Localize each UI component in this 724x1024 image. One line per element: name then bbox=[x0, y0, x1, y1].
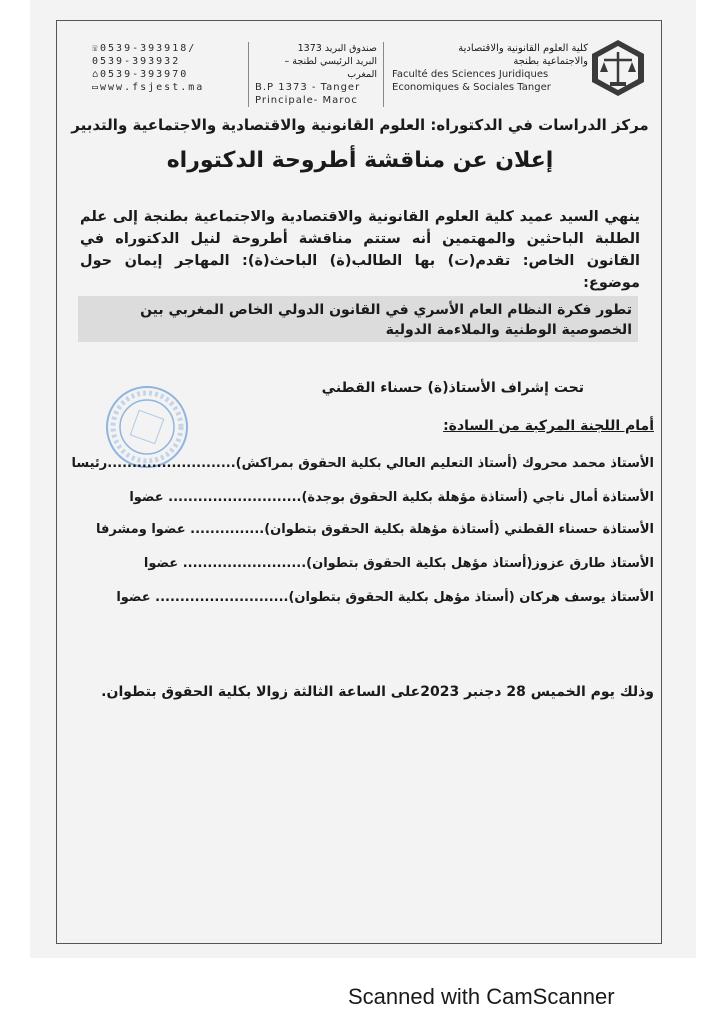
contact-block bbox=[92, 42, 242, 94]
thesis-title: تطور فكرة النظام العام الأسري في القانون الدولي الخاص المغربي بين الخصوصية الوطنية والملاءمة الدولية bbox=[140, 302, 632, 338]
faculty-name-block bbox=[392, 42, 588, 94]
phone-line-1: ☏0539-393918/ bbox=[92, 43, 197, 54]
scanner-watermark: Scanned with CamScanner bbox=[348, 984, 615, 1009]
postal-fr-1: B.P 1373 - Tanger bbox=[255, 82, 361, 93]
faculty-fr-1: Faculté des Sciences Juridiques bbox=[392, 69, 549, 80]
faculty-fr-2: Economiques & Sociales Tanger bbox=[392, 82, 551, 93]
doctoral-center-heading: مركز الدراسات في الدكتوراه: العلوم القانونية والاقتصادية والاجتماعية والتدبير bbox=[71, 116, 649, 134]
committee-heading: أمام اللجنة المركبة من السادة: bbox=[443, 418, 654, 434]
fax-line: ⌂0539-393970 bbox=[92, 69, 189, 80]
committee-member: الأستاذة أمال ناجي (أستاذة مؤهلة بكلية الحقوق بوجدة)........................... عضوا bbox=[129, 490, 654, 505]
faculty-ar-1: كلية العلوم القانونية والاقتصادية bbox=[458, 43, 588, 54]
committee-member: الأستاذة حسناء القطني (أستاذة مؤهلة بكلية الحقوق بتطوان)............... عضوا ومشرفا bbox=[95, 522, 654, 537]
faculty-logo-icon bbox=[590, 38, 646, 98]
website-line: ▭www.fsjest.ma bbox=[92, 82, 205, 93]
supervisor-line: تحت إشراف الأستاذ(ة) حسناء القطني bbox=[321, 380, 584, 396]
committee-member: الأستاذ طارق عزوز(أستاذ مؤهل بكلية الحقوق بتطوان)......................... عضوا bbox=[143, 556, 654, 571]
announcement-paragraph: ينهي السيد عميد كلية العلوم القانونية والاقتصادية والاجتماعية بطنجة إلى علم الطلبة الباحثين والمهتمين أنه ستتم مناقشة أطروحة لنيل الدكتوراه في القانون الخاص: تقدم(ت) بها الطالب(ة) الباحث(ة): المهاجر إيمان حول موضوع: bbox=[80, 209, 640, 291]
committee-member: الأستاذ يوسف هركان (أستاذ مؤهل بكلية الحقوق بتطوان)........................... عضوا bbox=[116, 590, 654, 605]
postal-ar-2: البريد الرئيسي لطنجة – المغرب bbox=[284, 56, 377, 80]
postal-fr-2: Principale- Maroc bbox=[255, 95, 358, 106]
faculty-ar-2: والاجتماعية بطنجة bbox=[513, 56, 588, 67]
committee-member: الأستاذ محمد محروك (أستاذ التعليم العالي بكلية الحقوق بمراكش)..........................رئيسا bbox=[71, 456, 654, 471]
postal-ar-1: صندوق البريد 1373 bbox=[297, 43, 377, 54]
phone-line-2: 0539-393932 bbox=[92, 56, 181, 67]
date-time-location: وذلك يوم الخميس 28 دجنبر 2023على الساعة الثالثة زوالا بكلية الحقوق بتطوان. bbox=[101, 684, 654, 700]
postal-block bbox=[248, 42, 384, 107]
page-title: إعلان عن مناقشة أطروحة الدكتوراه bbox=[166, 148, 554, 173]
